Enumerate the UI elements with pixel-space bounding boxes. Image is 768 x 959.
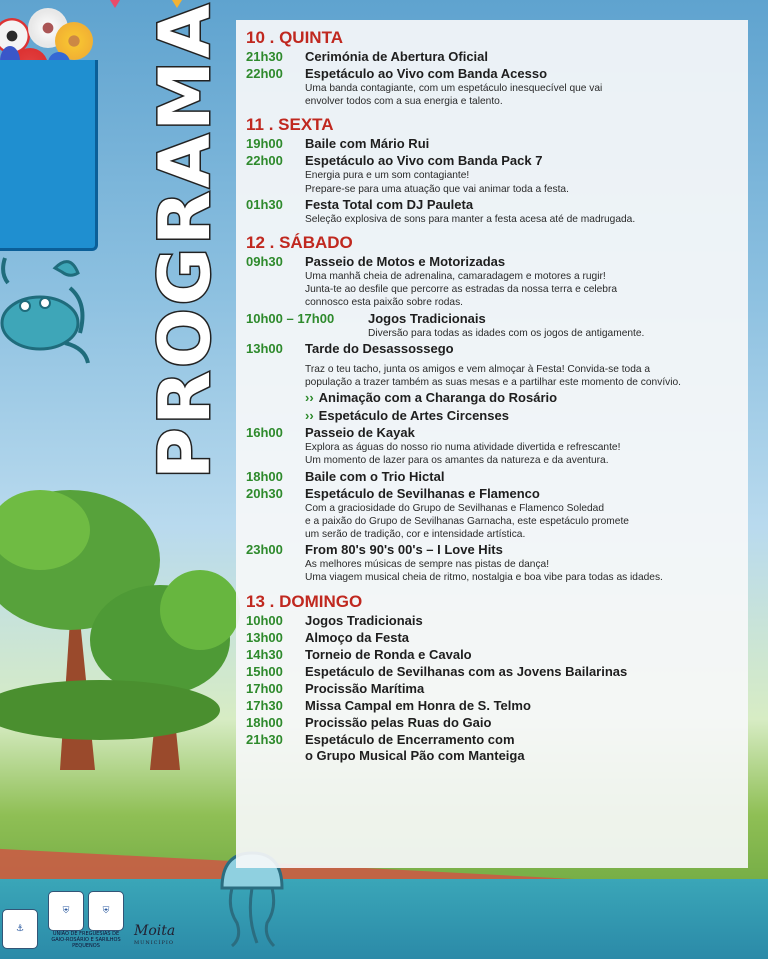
event-item (246, 681, 736, 697)
event-time: 13h00 (246, 340, 283, 356)
event-body (305, 732, 736, 764)
event-title-continued: o Grupo Musical Pão com Manteiga (305, 747, 525, 763)
event-title: Almoço da Festa (305, 629, 410, 645)
event-time: 17h00 (246, 680, 283, 696)
event-item (246, 311, 736, 340)
day-section (246, 28, 736, 108)
day-section (246, 115, 736, 226)
crab-icon (0, 248, 100, 368)
event-body (305, 698, 736, 714)
event-title: Espetáculo de Sevilhanas com as Jovens Bailarinas (305, 663, 628, 679)
event-body (305, 136, 736, 152)
event-time: 16h00 (246, 425, 283, 441)
program-panel (236, 20, 748, 868)
event-title: Tarde do Desassossego (305, 340, 454, 356)
event-time: 09h30 (246, 254, 283, 270)
event-time: 10h00 – 17h00 (246, 310, 335, 326)
sub-activity-label: Espetáculo de Artes Circenses (318, 408, 509, 424)
double-chevron-icon: ›› (305, 390, 314, 406)
event-item (246, 66, 736, 108)
event-body (305, 341, 736, 389)
event-title: Espetáculo ao Vivo com Banda Acesso (305, 66, 548, 81)
parish-logo (48, 891, 124, 949)
event-time: 13h00 (246, 629, 283, 645)
day-title: 10 . QUINTA (246, 28, 343, 47)
event-description-line: e a paixão do Grupo de Sevilhanas Garnacha, este espetáculo promete (305, 515, 629, 527)
crest-logo-3: ⛨ (88, 891, 124, 931)
event-item (246, 732, 736, 764)
event-body (305, 49, 736, 65)
event-time: 10h00 (246, 612, 283, 628)
event-item (246, 542, 736, 584)
event-body (305, 681, 736, 697)
event-item (246, 469, 736, 485)
sub-activity (246, 389, 736, 407)
event-body (305, 254, 736, 310)
event-time: 15h00 (246, 663, 283, 679)
day-title: 13 . DOMINGO (246, 591, 363, 611)
event-time: 14h30 (246, 646, 283, 662)
event-description-line: connosco esta paixão sobre rodas. (305, 297, 464, 309)
event-time: 23h00 (246, 542, 283, 558)
event-item (246, 630, 736, 646)
event-time: 21h30 (246, 731, 283, 747)
event-item (246, 647, 736, 663)
crest-logo-1: ⚓ (2, 909, 38, 949)
municipality-label: MUNICÍPIO (134, 940, 174, 946)
event-time: 01h30 (246, 196, 283, 212)
event-description-line: Diversão para todas as idades com os jogos de antigamente. (368, 327, 645, 339)
event-title: From 80's 90's 00's – I Love Hits (305, 542, 503, 558)
event-body (305, 715, 736, 731)
event-time: 21h30 (246, 49, 283, 64)
day-section (246, 233, 736, 585)
event-title: Espetáculo ao Vivo com Banda Pack 7 (305, 153, 543, 169)
event-title: Procissão Marítima (305, 680, 425, 696)
event-description-line: Um momento de lazer para os amantes da natureza e da aventura. (305, 455, 609, 467)
event-title: Jogos Tradicionais (368, 310, 486, 326)
event-description-line: Junta-te ao desfile que percorre as estradas da nossa terra e celebra (305, 284, 618, 296)
event-body (368, 311, 736, 340)
event-time: 18h00 (246, 468, 283, 484)
event-title: Jogos Tradicionais (305, 612, 423, 628)
event-time: 22h00 (246, 153, 283, 169)
trees-illustration (0, 470, 250, 770)
event-item (246, 664, 736, 680)
crest-logo-2: ⛨ (48, 891, 84, 931)
event-description-line: Prepare-se para uma atuação que vai animar toda a festa. (305, 183, 569, 195)
sub-activity (246, 407, 736, 425)
event-body (305, 66, 736, 108)
event-body (305, 542, 736, 584)
event-item (246, 197, 736, 226)
event-body (305, 486, 736, 542)
event-time: 18h00 (246, 714, 283, 730)
event-title: Cerimónia de Abertura Oficial (305, 49, 489, 64)
event-title: Passeio de Motos e Motorizadas (305, 254, 506, 270)
double-chevron-icon: ›› (305, 408, 314, 424)
event-item (246, 136, 736, 152)
event-body (305, 425, 736, 467)
programa-title: PROGRAMA (144, 0, 227, 479)
municipality-script: Moita (134, 923, 176, 939)
event-description-line: Explora as águas do nosso rio numa atividade divertida e refrescante! (305, 442, 621, 454)
sponsor-logos (0, 889, 232, 949)
event-title: Missa Campal em Honra de S. Telmo (305, 697, 531, 713)
event-item (246, 715, 736, 731)
event-description-line: Com a graciosidade do Grupo de Sevilhanas e Flamenco Soledad (305, 502, 605, 514)
event-description-line: As melhores músicas de sempre nas pistas de dança! (305, 559, 550, 571)
day-section (246, 592, 736, 764)
event-description-line: população a trazer também as suas mesas e a partilhar este momento de convívio. (305, 377, 681, 389)
event-title: Baile com Mário Rui (305, 136, 430, 152)
event-item (246, 698, 736, 714)
sub-activity-label: Animação com a Charanga do Rosário (318, 390, 558, 406)
event-body (305, 197, 736, 226)
event-title: Festa Total com DJ Pauleta (305, 196, 474, 212)
event-time: 20h30 (246, 485, 283, 501)
event-title: Procissão pelas Ruas do Gaio (305, 714, 492, 730)
event-title: Espetáculo de Sevilhanas e Flamenco (305, 485, 540, 501)
event-item (246, 425, 736, 467)
event-title: Torneio de Ronda e Cavalo (305, 646, 472, 662)
event-item (246, 341, 736, 389)
parish-name: UNIÃO DE FREGUESIAS DE GAIO-ROSÁRIO E SARILHOS PEQUENOS (51, 931, 121, 949)
event-body (305, 613, 736, 629)
event-description-line: Traz o teu tacho, junta os amigos e vem almoçar à Festa! Convida-se toda a (305, 363, 651, 375)
day-title: 11 . SEXTA (246, 115, 334, 135)
event-description-line: Uma banda contagiante, com um espetáculo inesquecível que vai (305, 83, 603, 94)
event-body (305, 647, 736, 663)
event-description-line: Energia pura e um som contagiante! (305, 170, 470, 182)
event-time: 17h30 (246, 697, 283, 713)
event-body (305, 469, 736, 485)
event-description-line: envolver todos com a sua energia e talento. (305, 96, 503, 108)
event-item (246, 153, 736, 195)
event-description-line: Seleção explosiva de sons para manter a festa acesa até de madrugada. (305, 213, 636, 225)
event-description-line: Uma manhã cheia de adrenalina, camaradagem e motores a rugir! (305, 271, 606, 283)
event-body (305, 630, 736, 646)
event-item (246, 49, 736, 65)
event-body (305, 664, 736, 680)
event-item (246, 486, 736, 542)
municipality-logo (134, 925, 175, 949)
day-title: 12 . SÁBADO (246, 233, 353, 253)
event-title: Espetáculo de Encerramento com (305, 731, 515, 747)
event-item (246, 613, 736, 629)
event-body (305, 153, 736, 195)
event-time: 19h00 (246, 136, 283, 152)
event-title: Baile com o Trio Hictal (305, 468, 445, 484)
event-description-line: Uma viagem musical cheia de ritmo, nostalgia e boa vibe para todas as idades. (305, 572, 663, 584)
event-time: 22h00 (246, 66, 283, 81)
blue-banner-decoration (0, 60, 98, 251)
event-item (246, 254, 736, 310)
event-title: Passeio de Kayak (305, 425, 415, 441)
event-description-line: um serão de tradição, cor e intensidade artística. (305, 529, 526, 541)
